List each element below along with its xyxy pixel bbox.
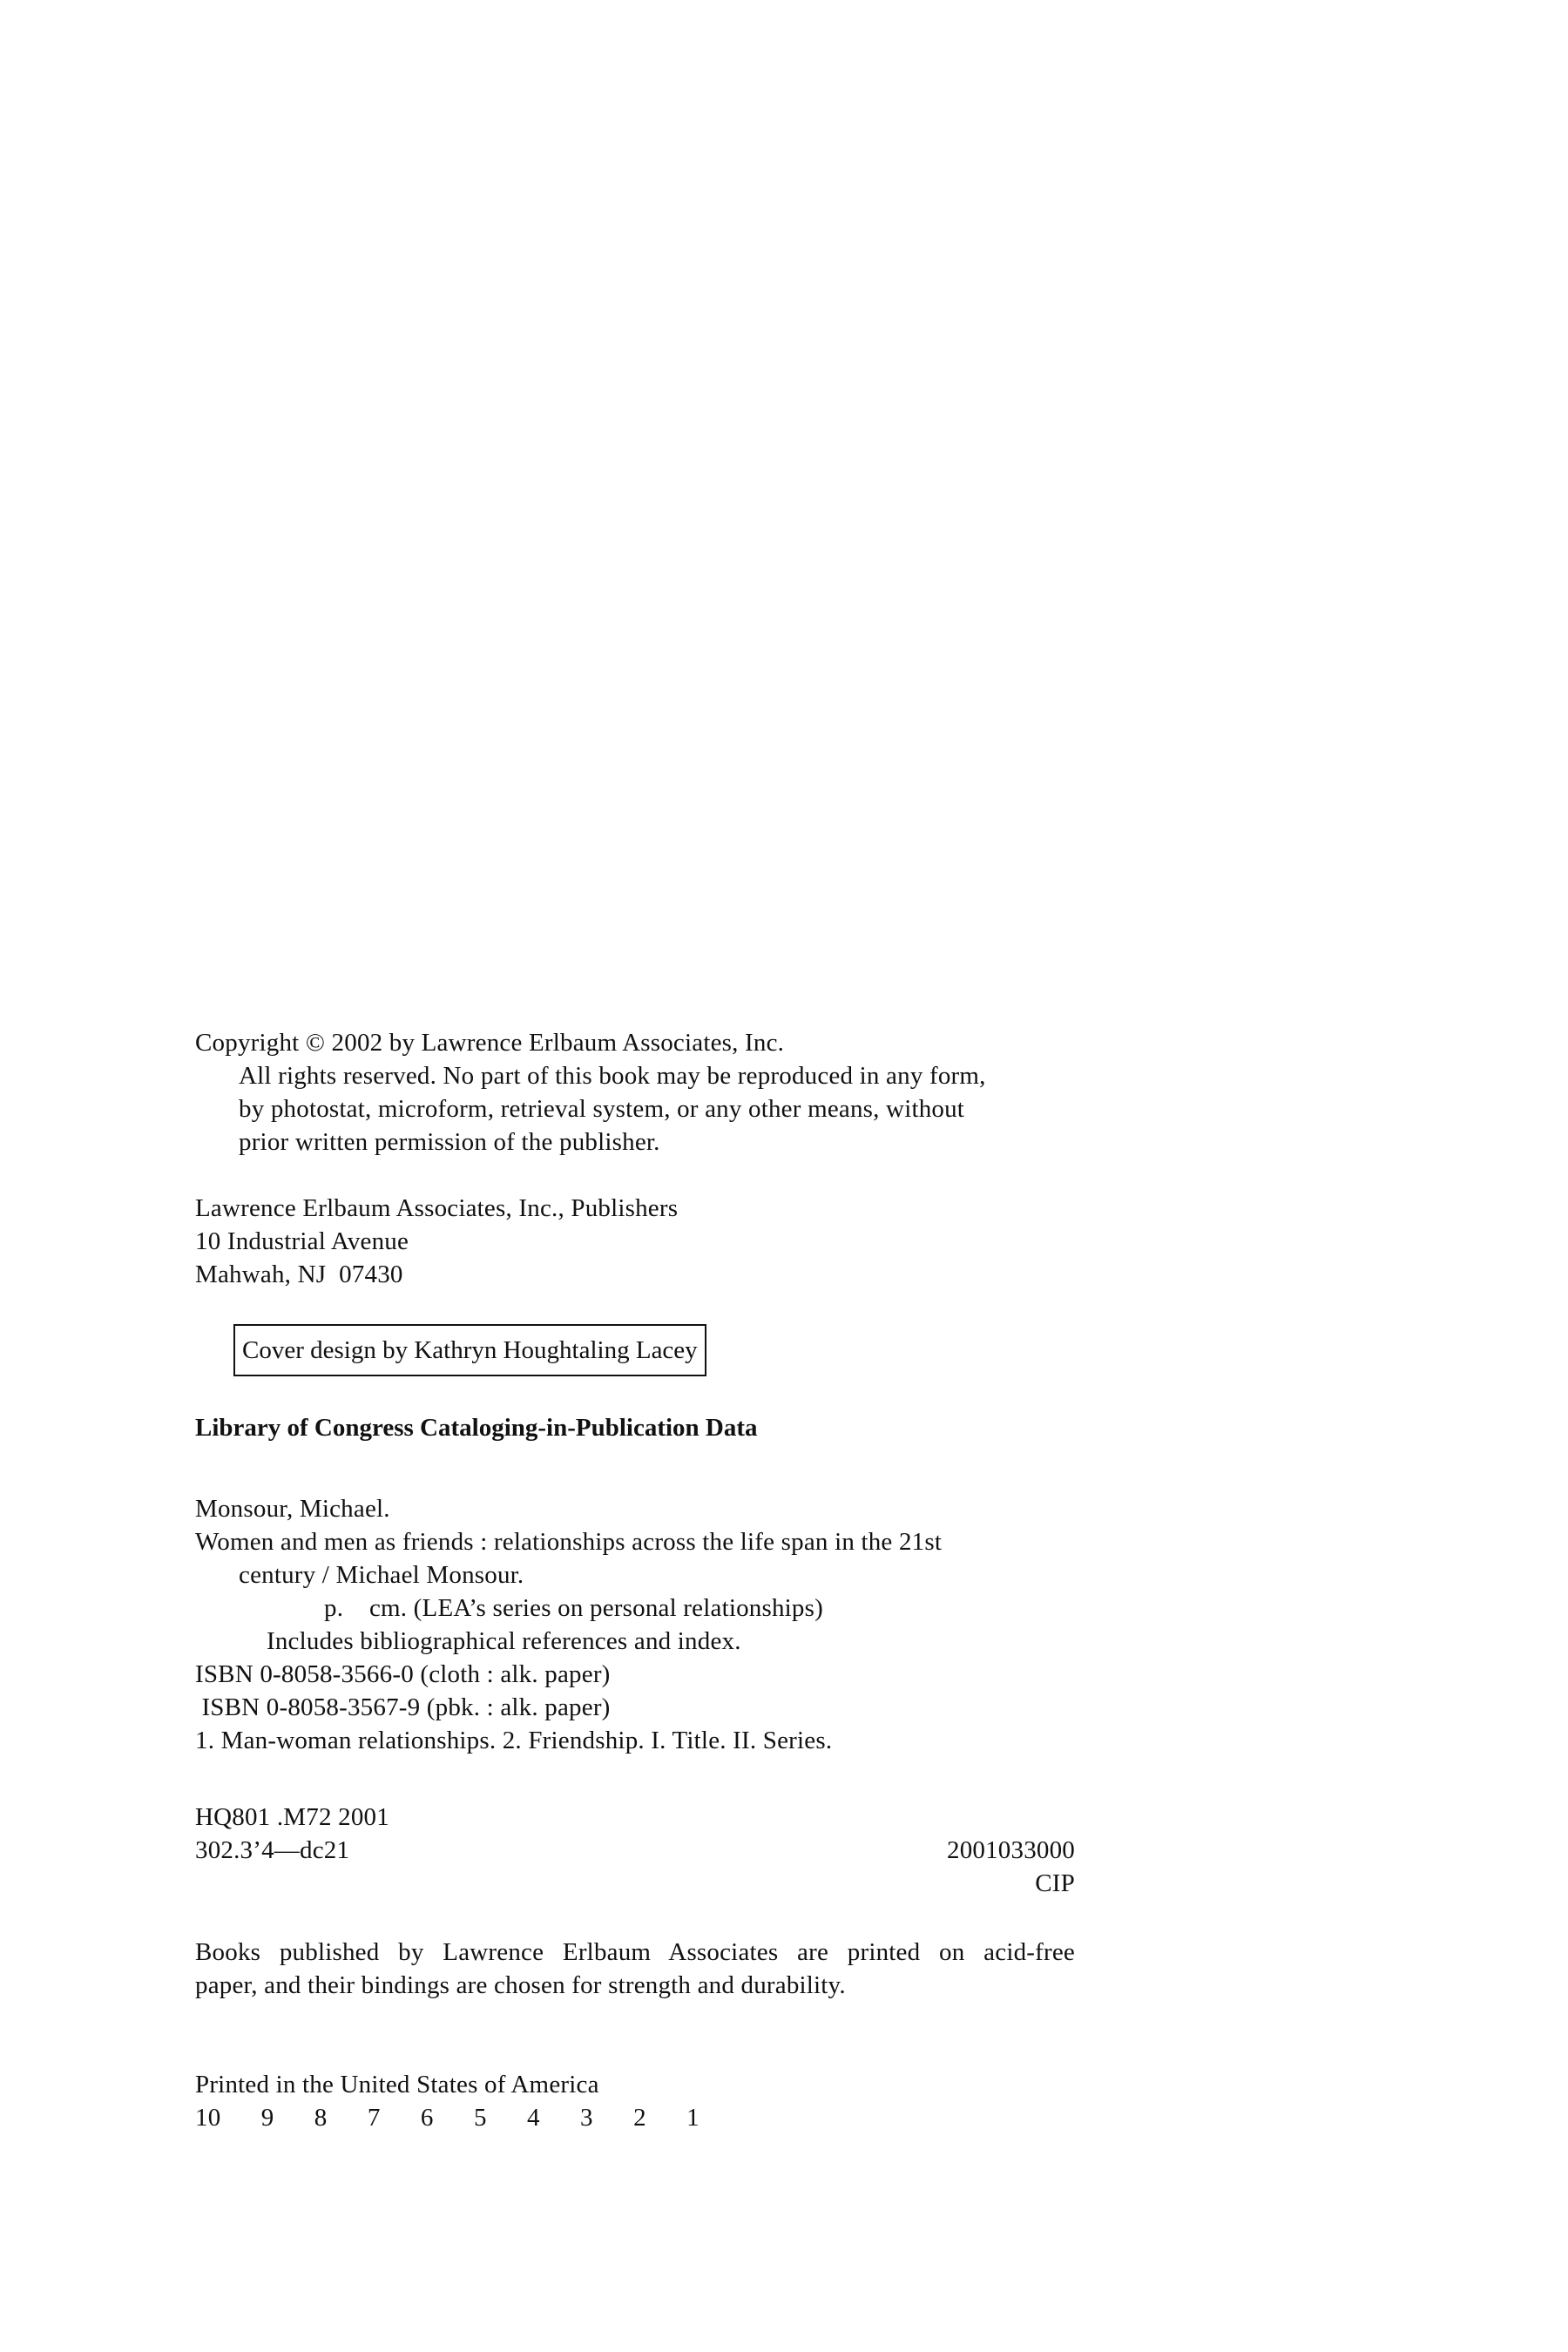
publisher-city: Mahwah, NJ 07430: [195, 1260, 403, 1288]
cip-subjects: 1. Man-woman relationships. 2. Friendship. I. Title. II. Series.: [195, 1727, 833, 1754]
copyright-line: Copyright © 2002 by Lawrence Erlbaum Associates, Inc.: [195, 1029, 785, 1057]
paper-note-line-2: paper, and their bindings are chosen for strength and durability.: [195, 1971, 846, 1999]
cip-isbn-pbk: ISBN 0-8058-3567-9 (pbk. : alk. paper): [195, 1693, 611, 1721]
rights-line-2: by photostat, microform, retrieval system, or any other means, without: [239, 1095, 965, 1123]
lccn-number: 2001033000: [947, 1836, 1075, 1864]
cip-author: Monsour, Michael.: [195, 1495, 390, 1523]
publisher-street: 10 Industrial Avenue: [195, 1227, 409, 1255]
cip-notes: Includes bibliographical references and index.: [267, 1627, 741, 1655]
dewey-lccn-row: [195, 1834, 1075, 1867]
printing-info: [195, 2068, 1075, 2134]
publisher-name: Lawrence Erlbaum Associates, Inc., Publishers: [195, 1194, 679, 1222]
lc-call-number: HQ801 .M72 2001: [195, 1803, 389, 1831]
publisher-address: [195, 1192, 1075, 1291]
cip-title-line-2: century / Michael Monsour.: [239, 1561, 524, 1589]
cover-credit-text: Cover design by Kathryn Houghtaling Lacey: [242, 1336, 698, 1364]
classification-numbers: [195, 1801, 1075, 1900]
cip-title-line-1: Women and men as friends : relationships across the life span in the 21st: [195, 1528, 943, 1556]
cip-label: CIP: [1035, 1869, 1075, 1897]
rights-line-1: All rights reserved. No part of this book may be reproduced in any form,: [239, 1062, 986, 1090]
cip-isbn-cloth: ISBN 0-8058-3566-0 (cloth : alk. paper): [195, 1660, 611, 1688]
cip-heading: Library of Congress Cataloging-in-Publication Data: [195, 1414, 758, 1442]
dewey-number: 302.3’4—dc21: [195, 1836, 350, 1864]
copyright-notice: [195, 1026, 1075, 1159]
paper-note: [195, 1936, 1075, 2002]
cip-physical-description: p. cm. (LEA’s series on personal relationships): [324, 1594, 823, 1622]
rights-line-3: prior written permission of the publisher.: [239, 1128, 660, 1156]
cover-credit-box: [233, 1324, 706, 1376]
printing-number-line: 10 9 8 7 6 5 4 3 2 1: [195, 2104, 700, 2132]
cip-record: [195, 1492, 1075, 1757]
paper-note-line-1: Books published by Lawrence Erlbaum Associates are printed on acid-free: [195, 1938, 1075, 1966]
printed-country: Printed in the United States of America: [195, 2071, 599, 2099]
